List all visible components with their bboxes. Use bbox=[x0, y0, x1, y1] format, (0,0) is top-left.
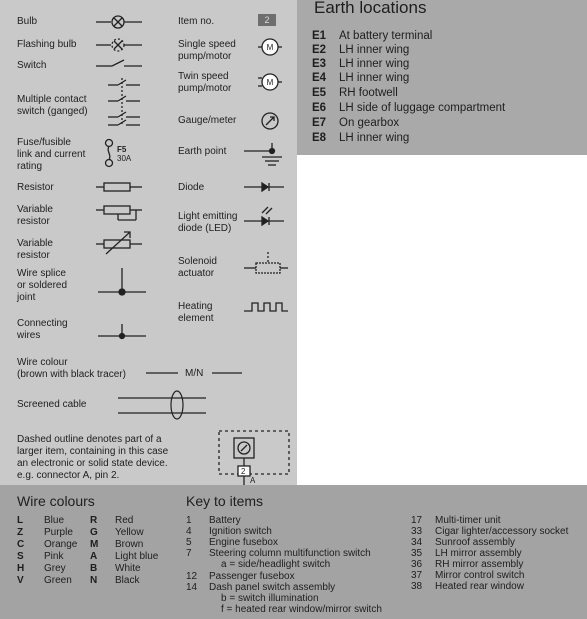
label-connecting-wires: Connecting wires bbox=[17, 318, 68, 341]
wire-colour-name: Brown bbox=[115, 539, 144, 550]
key-item-text: Multi-timer unit bbox=[435, 515, 501, 526]
wire-colour-code: S bbox=[17, 551, 24, 562]
wire-colour-code: M bbox=[90, 539, 99, 550]
wire-colour-code: C bbox=[17, 539, 25, 550]
wire-colour-name: Red bbox=[115, 515, 134, 526]
key-item-text: Mirror control switch bbox=[435, 570, 525, 581]
earth-location-row: E2 LH inner wing bbox=[312, 44, 410, 56]
fuse-code: F5 bbox=[117, 145, 127, 154]
earth-point-icon bbox=[244, 143, 282, 165]
label-diode: Diode bbox=[178, 182, 205, 193]
label-multiple-contact-switch: Multiple contact switch (ganged) bbox=[17, 94, 88, 117]
key-item-number: 36 bbox=[411, 559, 423, 570]
key-item-text: LH mirror assembly bbox=[435, 548, 522, 559]
wire-colour-name: Grey bbox=[44, 563, 66, 574]
label-led: Light emitting diode (LED) bbox=[178, 211, 238, 234]
earth-location-row: E5 RH footwell bbox=[312, 87, 398, 99]
label-dashed-outline-note: Dashed outline denotes part of a larger item, containing in this case an electronic or solid state device. e.g. connector A, pin 2. bbox=[17, 434, 169, 481]
solenoid-actuator-icon bbox=[244, 252, 288, 273]
earth-location-row: E1 At battery terminal bbox=[312, 30, 433, 42]
wire-colour-name: Green bbox=[44, 575, 72, 586]
key-item-text: Cigar lighter/accessory socket bbox=[435, 526, 569, 537]
wire-colour-code: B bbox=[90, 563, 98, 574]
variable-resistor-symbol-icon bbox=[96, 206, 142, 220]
label-variable-resistor-1: Variable resistor bbox=[17, 204, 53, 227]
label-wire-splice: Wire splice or soldered joint bbox=[17, 268, 68, 303]
wire-colour-code: L bbox=[17, 515, 24, 526]
earth-locations-panel bbox=[297, 0, 587, 155]
key-item-subtext: f = heated rear window/mirror switch bbox=[221, 604, 382, 615]
label-heating-element: Heating element bbox=[178, 301, 214, 324]
label-single-speed-motor: Single speed pump/motor bbox=[178, 39, 236, 62]
wire-colour-code: R bbox=[90, 515, 98, 526]
label-solenoid: Solenoid actuator bbox=[178, 256, 217, 279]
wire-colour-name: Orange bbox=[44, 539, 78, 550]
key-item-text: Engine fusebox bbox=[209, 537, 278, 548]
earth-location-row: E7 On gearbox bbox=[312, 117, 400, 129]
key-item-text: Passenger fusebox bbox=[209, 571, 295, 582]
key-item-subtext: a = side/headlight switch bbox=[221, 559, 331, 570]
label-wire-colour: Wire colour (brown with black tracer) bbox=[17, 357, 126, 380]
wire-colours-and-key-panel bbox=[0, 485, 587, 619]
svg-text:M: M bbox=[266, 78, 274, 87]
gauge-meter-icon bbox=[262, 113, 278, 129]
wire-colour-name: Blue bbox=[44, 515, 65, 526]
connector-letter: A bbox=[250, 476, 256, 485]
multiple-contact-switch-symbol-icon bbox=[108, 78, 140, 125]
switch-symbol-icon bbox=[96, 60, 142, 66]
key-item-subtext: b = switch illumination bbox=[221, 593, 319, 604]
screened-cable-symbol bbox=[118, 391, 206, 419]
single-speed-motor-icon bbox=[258, 39, 282, 55]
earth-location-row: E6 LH side of luggage compartment bbox=[312, 102, 506, 114]
label-gauge-meter: Gauge/meter bbox=[178, 115, 237, 126]
key-item-number: 14 bbox=[186, 582, 198, 593]
wire-colour-code: A bbox=[90, 551, 98, 562]
key-item-number: 35 bbox=[411, 548, 423, 559]
key-item-number: 33 bbox=[411, 526, 423, 537]
key-item-text: Steering column multifunction switch bbox=[209, 548, 371, 559]
wire-colours-title: Wire colours bbox=[17, 493, 95, 509]
wire-colour-code: V bbox=[17, 575, 24, 586]
connector-pin-number: 2 bbox=[241, 467, 246, 476]
wire-colour-name: Pink bbox=[44, 551, 64, 562]
label-earth-point: Earth point bbox=[178, 146, 227, 157]
diode-icon bbox=[244, 183, 284, 191]
flashing-bulb-symbol-icon bbox=[96, 39, 142, 51]
label-twin-speed-motor: Twin speed pump/motor bbox=[178, 71, 232, 94]
key-item-text: Ignition switch bbox=[209, 526, 272, 537]
symbol-drawings bbox=[0, 0, 297, 485]
key-item-number: 17 bbox=[411, 515, 423, 526]
earth-location-row: E4 LH inner wing bbox=[312, 72, 410, 84]
connecting-wires-symbol-icon bbox=[98, 324, 146, 339]
item-number-badge: 2 bbox=[258, 14, 276, 26]
key-item-number: 34 bbox=[411, 537, 423, 548]
key-item-text: Dash panel switch assembly bbox=[209, 582, 336, 593]
key-item-number: 38 bbox=[411, 581, 423, 592]
wire-colour-code: M/N bbox=[185, 368, 204, 379]
key-item-number: 5 bbox=[186, 537, 192, 548]
key-item-number: 4 bbox=[186, 526, 192, 537]
wire-colour-name: White bbox=[115, 563, 141, 574]
label-switch: Switch bbox=[17, 60, 47, 71]
label-screened-cable: Screened cable bbox=[17, 399, 87, 410]
key-item-text: Sunroof assembly bbox=[435, 537, 516, 548]
earth-location-row: E3 LH inner wing bbox=[312, 58, 410, 70]
label-item-no: Item no. bbox=[178, 16, 215, 27]
led-icon bbox=[244, 207, 284, 225]
label-variable-resistor-2: Variable resistor bbox=[17, 238, 53, 261]
symbols-legend-panel bbox=[0, 0, 297, 485]
earth-locations-title: Earth locations bbox=[314, 0, 427, 17]
key-item-number: 1 bbox=[186, 515, 192, 526]
key-item-text: Battery bbox=[209, 515, 241, 526]
label-bulb: Bulb bbox=[17, 16, 38, 27]
bulb-symbol-icon bbox=[96, 16, 142, 28]
wire-colour-code: N bbox=[90, 575, 98, 586]
key-item-number: 12 bbox=[186, 571, 198, 582]
key-item-text: Heated rear window bbox=[435, 581, 524, 592]
resistor-symbol-icon bbox=[96, 183, 142, 191]
wire-colour-name: Purple bbox=[44, 527, 73, 538]
label-flashing-bulb: Flashing bulb bbox=[17, 39, 77, 50]
fuse-rating: 30A bbox=[117, 154, 132, 163]
twin-speed-motor-icon bbox=[258, 74, 282, 90]
key-item-number: 7 bbox=[186, 548, 192, 559]
wire-colour-name: Light blue bbox=[115, 551, 159, 562]
fuse-symbol-icon bbox=[106, 140, 113, 167]
wire-colour-name: Yellow bbox=[115, 527, 144, 538]
key-item-text: RH mirror assembly bbox=[435, 559, 524, 570]
label-resistor: Resistor bbox=[17, 182, 54, 193]
wire-splice-symbol-icon bbox=[98, 268, 146, 295]
heating-element-icon bbox=[244, 303, 288, 311]
label-fuse: Fuse/fusible link and current rating bbox=[17, 137, 86, 172]
wire-colour-code: H bbox=[17, 563, 25, 574]
variable-resistor-adjustable-symbol-icon bbox=[96, 232, 142, 254]
key-to-items-title: Key to items bbox=[186, 493, 264, 509]
wire-colour-name: Black bbox=[115, 575, 140, 586]
earth-location-row: E8 LH inner wing bbox=[312, 132, 410, 144]
motor-glyph: M bbox=[266, 43, 274, 52]
wire-colour-code: G bbox=[90, 527, 98, 538]
key-item-number: 37 bbox=[411, 570, 423, 581]
wire-colour-code: Z bbox=[17, 527, 24, 538]
